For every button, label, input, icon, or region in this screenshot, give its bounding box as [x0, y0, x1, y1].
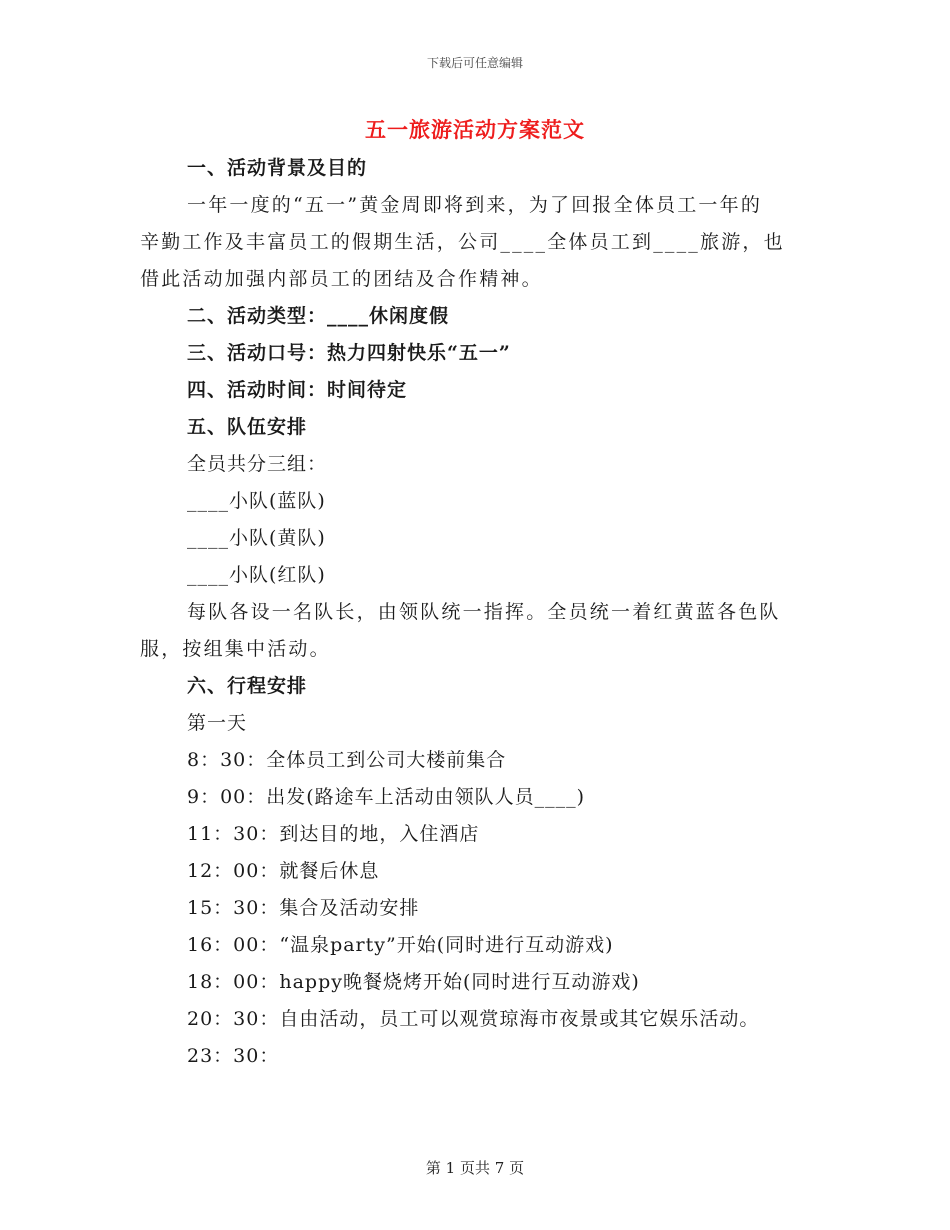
schedule-item: 8：30：全体员工到公司大楼前集合 — [187, 749, 507, 771]
paragraph-line: 一年一度的“五一”黄金周即将到来，为了回报全体员工一年的 — [187, 194, 763, 216]
team-item-yellow: ____小队(黄队) — [187, 527, 326, 549]
section-3-heading: 三、活动口号：热力四射快乐“五一” — [187, 342, 511, 364]
team-item-red: ____小队(红队) — [187, 564, 326, 586]
section-5-heading: 五、队伍安排 — [187, 416, 308, 438]
team-intro: 全员共分三组： — [187, 453, 328, 475]
paragraph-line: 服，按组集中活动。 — [140, 638, 331, 660]
page-footer: 第 1 页共 7 页 — [425, 1159, 525, 1177]
schedule-item: 20：30：自由活动，员工可以观赏琼海市夜景或其它娱乐活动。 — [187, 1008, 760, 1030]
paragraph-line: 每队各设一名队长，由领队统一指挥。全员统一着红黄蓝各色队 — [187, 601, 781, 623]
document-body — [140, 150, 800, 1075]
page-header: 下载后可任意编辑 — [426, 56, 523, 70]
day-label: 第一天 — [187, 712, 248, 734]
schedule-item: 11：30：到达目的地，入住酒店 — [187, 823, 480, 845]
schedule-item: 16：00：“温泉party”开始(同时进行互动游戏) — [187, 934, 614, 956]
section-1-paragraph — [140, 187, 800, 298]
paragraph-line: 借此活动加强内部员工的团结及合作精神。 — [140, 268, 543, 290]
section-6-heading: 六、行程安排 — [187, 675, 308, 697]
section-4-heading: 四、活动时间：时间待定 — [187, 379, 408, 401]
document-title: 五一旅游活动方案范文 — [365, 117, 585, 142]
team-item-blue: ____小队(蓝队) — [187, 490, 326, 512]
schedule-item: 12：00：就餐后休息 — [187, 860, 380, 882]
paragraph-line: 辛勤工作及丰富员工的假期生活，公司____全体员工到____旅游，也 — [140, 231, 785, 253]
section-2-heading: 二、活动类型：____休闲度假 — [187, 305, 450, 327]
schedule-item: 15：30：集合及活动安排 — [187, 897, 420, 919]
section-1-heading: 一、活动背景及目的 — [187, 157, 368, 179]
schedule-item: 23：30： — [187, 1045, 280, 1067]
schedule-item: 9：00：出发(路途车上活动由领队人员____) — [187, 786, 586, 808]
schedule-item: 18：00：happy晚餐烧烤开始(同时进行互动游戏) — [187, 971, 640, 993]
section-5-paragraph — [140, 594, 800, 668]
